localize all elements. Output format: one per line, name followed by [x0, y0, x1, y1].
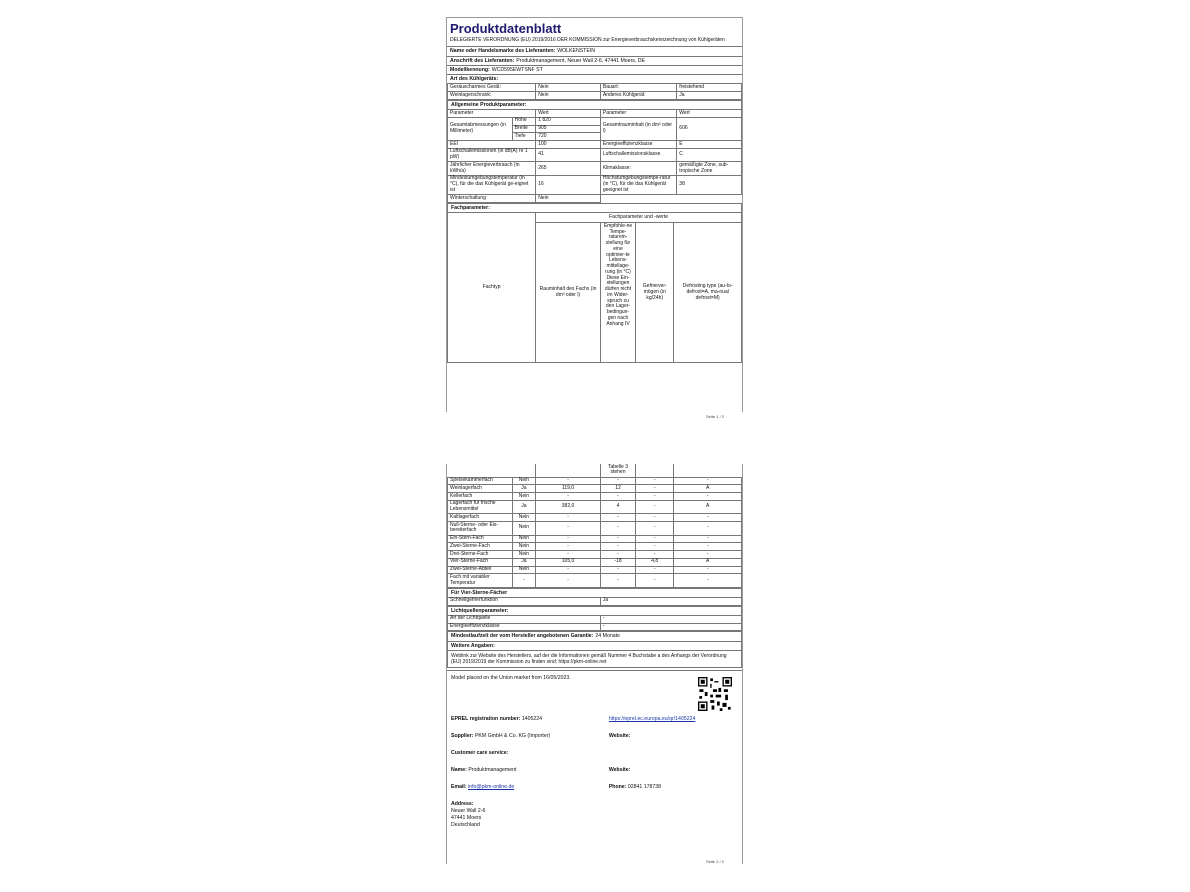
dim-key: Tiefe [512, 133, 536, 141]
comp-cell-vol: - [536, 522, 601, 536]
comp-cell-frz: - [636, 551, 674, 559]
comp-cell-temp: - [600, 574, 635, 588]
comp-cell-yn: Nein [512, 551, 536, 559]
comp-cell-def: - [674, 574, 742, 588]
comp-cell-name: Vier-Sterne-Fach [448, 558, 513, 566]
comp-table [447, 464, 742, 588]
general-table [447, 109, 742, 203]
class-label: Energieeffizienzklasse [600, 141, 676, 149]
comp-cell-temp: 4 [600, 500, 635, 514]
comp-cell-name: Drei-Sterne-Fach [448, 551, 513, 559]
table-row [448, 162, 742, 176]
email-line [451, 784, 738, 792]
dim-value: 1 820 [536, 117, 601, 125]
eei-value: 100 [536, 141, 601, 149]
table-row [448, 84, 742, 92]
table-row [448, 551, 742, 559]
table-row [448, 558, 742, 566]
type-table [447, 83, 742, 100]
supplier-row [447, 46, 742, 55]
table-row [448, 543, 742, 551]
table-row [448, 464, 742, 477]
col-temp-cont: Tabelle 3 stehen [600, 464, 635, 477]
table-row [448, 141, 742, 149]
table-row [448, 110, 742, 118]
comp-cell-def: A [674, 485, 742, 493]
comp-cell-temp: -18 [600, 558, 635, 566]
qr-code-icon [698, 677, 732, 711]
comp-cell-yn: Nein [512, 514, 536, 522]
volume-value: 606 [677, 117, 742, 140]
comp-cell-vol: - [536, 551, 601, 559]
comp-cell-yn: - [512, 574, 536, 588]
table-row [448, 597, 742, 605]
type-value: Nein [536, 92, 601, 100]
four-star-table [447, 597, 742, 606]
noiseclass-value: C [677, 148, 742, 162]
type-key: Bauart: [600, 84, 676, 92]
noise-value: 41 [536, 148, 601, 162]
supplier-line [451, 733, 738, 741]
page-2-footer: Seite 2 / 2 [706, 859, 725, 864]
comp-cell-def: - [674, 535, 742, 543]
four-star-header: Für Vier-Sterne-Fächer [447, 588, 742, 597]
table-row [448, 493, 742, 501]
comp-cell-name: Lagerfach für frische Lebensmittel [448, 500, 513, 514]
comp-cell-frz: - [636, 522, 674, 536]
type-label: Art des Kühlgeräts: [450, 76, 499, 83]
comp-cell-def: - [674, 522, 742, 536]
comp-cell-vol: 105,0 [536, 558, 601, 566]
comp-cell-frz: - [636, 566, 674, 574]
address-line: Deutschland [451, 821, 480, 828]
comp-cell-vol: - [536, 543, 601, 551]
comp-rows [448, 477, 742, 587]
further-text: Weblink zur Website des Herstellers, auf der die Informationen gemäß Nummer 4 Buchstabe a des Anhangs der Verordnung (EU) 2019/2019 der Kommission zu finden sind: https://pkm-online.net [447, 651, 742, 669]
comp-cell-name: Zwei-Sterne-Abteil [448, 566, 513, 574]
table-row [448, 213, 742, 223]
dim-key: Breite [512, 125, 536, 133]
light-table [447, 615, 742, 632]
supplier-label-2: Supplier: [451, 732, 474, 739]
comp-cell-vol: - [536, 493, 601, 501]
supplier-label: Name oder Handelsmarke des Lieferanten: [450, 48, 556, 55]
email-link[interactable]: info@pkm-online.de [468, 783, 515, 790]
volume-label: Gesamtrauminhalt (in dm³ oder l) [600, 117, 676, 140]
empty-cell [536, 464, 601, 477]
table-row [448, 535, 742, 543]
comp-cell-vol: - [536, 477, 601, 485]
table-row [448, 148, 742, 162]
comp-cell-yn: Ja [512, 500, 536, 514]
eprel-block [447, 670, 742, 832]
comp-cell-temp: - [600, 535, 635, 543]
comp-cell-frz: - [636, 574, 674, 588]
comp-cell-def: - [674, 543, 742, 551]
type-value: Ja [677, 92, 742, 100]
comp-cell-frz: - [636, 493, 674, 501]
model-label: Modellkennung: [450, 66, 490, 73]
comp-cell-def: - [674, 514, 742, 522]
warranty-row [447, 631, 742, 640]
eei-label: EEI [448, 141, 536, 149]
maxtemp-value: 38 [677, 175, 742, 194]
comp-cell-def: - [674, 551, 742, 559]
eprel-link[interactable]: https://eprel.ec.europa.eu/qr/1405224 [608, 715, 696, 722]
comp-cell-yn: Nein [512, 477, 536, 485]
comp-cell-temp: - [600, 566, 635, 574]
supplier-value-2: PKM GmbH & Co. KG (Importer) [474, 732, 551, 739]
comp-cell-vol: - [536, 574, 601, 588]
comp-cell-vol: - [536, 514, 601, 522]
comp-cell-frz: - [636, 535, 674, 543]
col-fachtyp: Fachtyp [448, 213, 536, 363]
model-row [447, 65, 742, 74]
comp-cell-yn: Nein [512, 493, 536, 501]
reg-value: 1405224 [521, 715, 543, 722]
email-label: Email: [451, 783, 467, 790]
class-value: E [677, 141, 742, 149]
quick-value: Ja [600, 597, 741, 605]
name-value: Produktmanagement [468, 766, 517, 773]
light-class-value: - [600, 623, 741, 631]
comp-cell-yn: Nein [512, 566, 536, 574]
comp-cell-temp: - [600, 522, 635, 536]
table-row [448, 574, 742, 588]
comp-header-table [447, 212, 742, 363]
care-line [451, 750, 738, 758]
comp-header: Fachparameter: [447, 203, 742, 212]
name-line [451, 767, 738, 775]
type-key: Weinlagerschrank: [448, 92, 536, 100]
address-label: Anschrift des Lieferanten: [450, 57, 515, 64]
comp-cell-temp: - [600, 477, 635, 485]
table-row [448, 485, 742, 493]
doc-title: Produktdatenblatt [450, 21, 562, 36]
reg-label: EPREL registration number: [451, 715, 521, 722]
comp-cell-def: - [674, 477, 742, 485]
doc-subtitle: DELEGIERTE VERORDNUNG (EU) 2019/2016 DER KOMMISSION zur Energieverbrauchskennzeichnung von Kühlgeräten [450, 36, 725, 43]
dims-label: Gesamtabmessungen (in Millimeter) [448, 117, 513, 140]
type-header [447, 74, 742, 83]
comp-cell-def: - [674, 493, 742, 501]
col-group: Fachparameter und -werte [536, 213, 742, 223]
col-defrost: Defrosting type (au-to-defrost=A, ma-nual defrost=M) [674, 223, 742, 363]
eprel-reg-line [451, 716, 738, 724]
climate-label: Klimaklasse: [600, 162, 676, 176]
comp-cell-name: Ein-Stern-Fach [448, 535, 513, 543]
mintemp-value: 16 [536, 175, 601, 194]
general-header: Allgemeine Produktparameter: [447, 100, 742, 109]
comp-cell-name: Zwei-Sterne-Fach [448, 543, 513, 551]
comp-cell-frz: - [636, 543, 674, 551]
dim-value: 720 [536, 133, 601, 141]
website-label: Website: [608, 732, 631, 739]
address-block [451, 801, 738, 829]
empty-cell [448, 464, 536, 477]
comp-cell-yn: Nein [512, 543, 536, 551]
address-line: 47441 Moers [451, 814, 482, 821]
col-header: Parameter [448, 110, 536, 118]
placed-text: Model placed on the Union market from 16/05/2023. [451, 675, 571, 682]
comp-cell-def: A [674, 558, 742, 566]
type-key: Anderes Kühlgerät: [600, 92, 676, 100]
comp-cell-name: Fach mit variabler Temperatur [448, 574, 513, 588]
comp-cell-name: Speisekammerfach [448, 477, 513, 485]
comp-cell-temp: 12 [600, 485, 635, 493]
address-line: Neuer Wall 2-6 [451, 807, 486, 814]
empty-cell [600, 195, 741, 203]
table-row [448, 514, 742, 522]
light-header: Lichtquellenparameter: [447, 606, 742, 615]
winter-label: Winterschaltung [448, 195, 536, 203]
model-value: WCD595EWTSNF ST [491, 66, 543, 73]
annual-label: Jährlicher Energieverbrauch (in kWh/a) [448, 162, 536, 176]
table-row [448, 566, 742, 574]
comp-cell-name: Weinlagerfach [448, 485, 513, 493]
table-row [448, 175, 742, 194]
comp-cell-def: - [674, 566, 742, 574]
col-header: Wert [536, 110, 601, 118]
comp-cell-frz: - [636, 477, 674, 485]
comp-cell-yn: Ja [512, 558, 536, 566]
phone-label: Phone: [608, 783, 627, 790]
warranty-label: Mindestlaufzeit der vom Hersteller angebotenen Garantie: [451, 633, 594, 640]
comp-cell-vol: 119,0 [536, 485, 601, 493]
table-row [448, 92, 742, 100]
empty-cell [636, 464, 674, 477]
eprel-address-label: Address: [451, 800, 474, 807]
comp-cell-yn: Ja [512, 485, 536, 493]
quick-label: Schnellgefrierfunktion [448, 597, 601, 605]
dim-value: 905 [536, 125, 601, 133]
comp-cell-frz: 4,8 [636, 558, 674, 566]
comp-cell-yn: Nein [512, 522, 536, 536]
type-value: Nein [536, 84, 601, 92]
name-label: Name: [451, 766, 467, 773]
comp-cell-vol: - [536, 535, 601, 543]
page-1 [446, 17, 743, 412]
table-row [448, 477, 742, 485]
table-row [448, 117, 742, 125]
further-header: Weitere Angaben: [447, 641, 742, 651]
comp-cell-frz: - [636, 514, 674, 522]
mintemp-label: Mindestumgebungstemperatur (in °C), für die das Kühlgerät ge-eignet ist [448, 175, 536, 194]
noiseclass-label: Luftschallemissionsklasse [600, 148, 676, 162]
annual-value: 265 [536, 162, 601, 176]
winter-value: Nein [536, 195, 601, 203]
table-row [448, 522, 742, 536]
comp-cell-temp: - [600, 543, 635, 551]
type-value: freistehend [677, 84, 742, 92]
col-volume: Rauminhalt des Fachs (in dm³ oder l) [536, 223, 601, 363]
table-row [448, 615, 742, 623]
noise-label: Luftschallemissionen (in dB(A) re 1 pW) [448, 148, 536, 162]
comp-cell-name: Kaltlagerfach [448, 514, 513, 522]
light-class-label: Energieeffizienzklasse [448, 623, 601, 631]
light-type-label: Art der Lichtquelle [448, 615, 601, 623]
col-freeze: Gefrierver-mögen (in kg/24h) [636, 223, 674, 363]
empty-cell [674, 464, 742, 477]
table-row [448, 195, 742, 203]
col-temp: Empfohle-ne Tempe-raturein-stellung für eine optimier-te Lebens-mittellage-rung (in °C) Diese Ein-stellungen dürfen nicht im Wider-spruch zu den Lager-bedingun-gen nach Anhang IV [600, 223, 635, 363]
col-header: Wert [677, 110, 742, 118]
dim-key: Höhe [512, 117, 536, 125]
comp-cell-temp: - [600, 551, 635, 559]
phone-value: 02841 178738 [627, 783, 662, 790]
comp-cell-temp: - [600, 514, 635, 522]
care-label: Customer care service: [451, 749, 509, 756]
climate-value: gemäßigte Zone, sub-tropische Zone [677, 162, 742, 176]
comp-cell-def: A [674, 500, 742, 514]
page-1-footer: Seite 1 / 2 [706, 414, 725, 419]
page-2 [446, 464, 743, 864]
comp-cell-temp: - [600, 493, 635, 501]
comp-cell-vol: 382,0 [536, 500, 601, 514]
address-row [447, 56, 742, 65]
type-key: Geräuscharmes Gerät: [448, 84, 536, 92]
supplier-value: WOLKENSTEIN [557, 48, 595, 55]
maxtemp-label: Höchstumgebungstempe-ratur (in °C), für die das Kühlgerät geeignet ist [600, 175, 676, 194]
comp-cell-vol: - [536, 566, 601, 574]
comp-cell-yn: Nein [512, 535, 536, 543]
comp-cell-frz: - [636, 500, 674, 514]
light-type-value: - [600, 615, 741, 623]
comp-cell-name: Null-Sterne- oder Eis-bereiterfach [448, 522, 513, 536]
col-header: Parameter [600, 110, 676, 118]
comp-cell-frz: - [636, 485, 674, 493]
address-value: Produktmanagement, Neuer Wall 2-6, 47441 Moers, DE [516, 57, 645, 64]
website-label-2: Website: [608, 766, 631, 773]
warranty-value: 24 Monate [595, 633, 620, 640]
table-row [448, 500, 742, 514]
comp-cell-name: Kellerfach [448, 493, 513, 501]
table-row [448, 623, 742, 631]
